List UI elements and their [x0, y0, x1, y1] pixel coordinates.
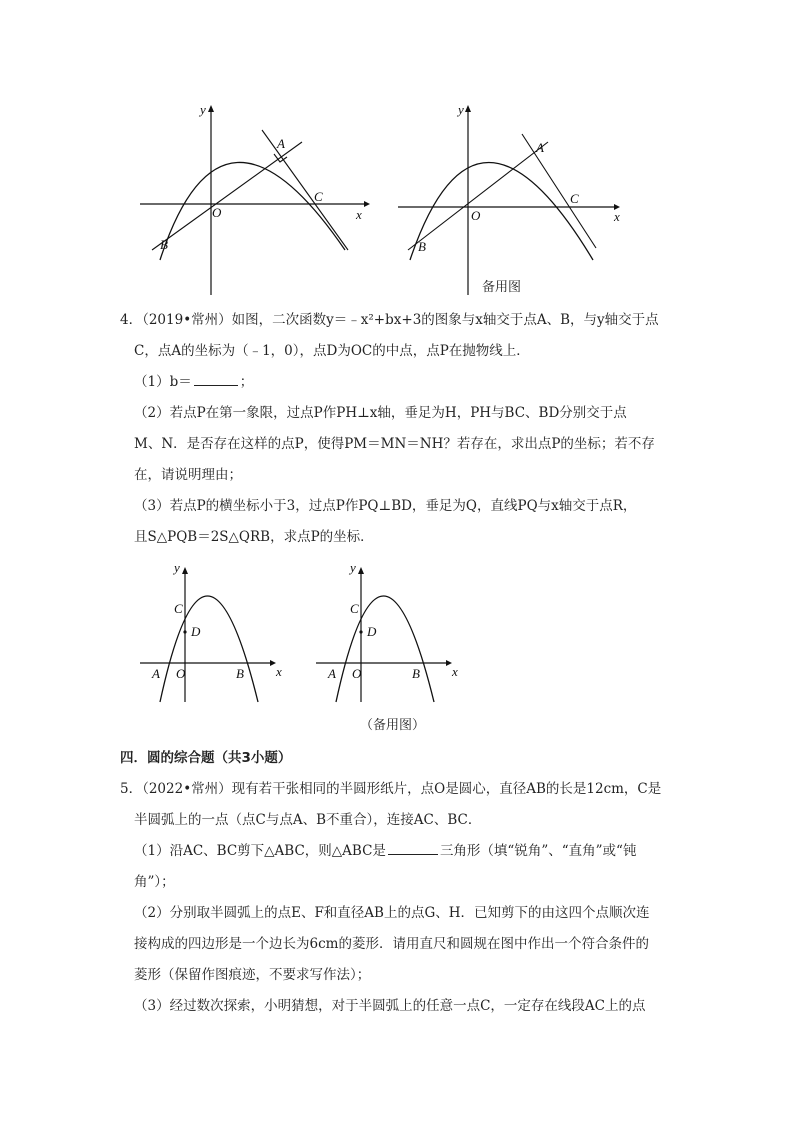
point-a-label: A — [152, 666, 160, 681]
section-heading: 四．圆的综合题（共3小题） — [120, 750, 292, 766]
problem-5-q3-line-1: （3）经过数次探索，小明猜想，对于半圆弧上的任意一点C，一定存在线段AC上的点 — [134, 998, 646, 1014]
problem-4-q2-line-2: M、N．是否存在这样的点P，使得PM＝MN＝NH？若存在，求出点P的坐标；若不存 — [134, 436, 655, 452]
answer-blank[interactable] — [194, 372, 238, 386]
problem-5-q2-line-1: （2）分别取半圆弧上的点E、F和直径AB上的点G、H．已知剪下的由这四个点顺次连 — [134, 905, 650, 921]
point-a-label: A — [328, 666, 336, 681]
parabola — [410, 163, 593, 261]
point-d-dot — [183, 630, 186, 633]
figure-1 — [140, 100, 380, 300]
y-label: y — [174, 560, 180, 575]
tangent-line — [262, 130, 348, 250]
q1-prefix: （1）b＝ — [134, 374, 192, 390]
problem-4-q3-line-2: 且S△PQB＝2S△QRB，求点P的坐标． — [134, 529, 374, 545]
figure-4-svg — [316, 560, 476, 705]
y-arrow-icon — [182, 567, 188, 574]
point-d-label: D — [367, 624, 377, 639]
problem-5-q2-line-2: 接构成的四边形是一个边长为6cm的菱形．请用直尺和圆规在图中作出一个符合条件的 — [134, 936, 649, 952]
problem-4-q1 — [134, 372, 694, 392]
problem-4-line-1: 4．（2019•常州）如图，二次函数y＝﹣x²+bx+3的图象与x轴交于点A、B，与y轴交于点 — [120, 312, 659, 328]
point-a-label: A — [277, 136, 285, 151]
tangent-line — [522, 134, 596, 248]
y-arrow-icon — [465, 105, 471, 112]
x-label: x — [452, 664, 458, 679]
point-d-dot — [359, 630, 362, 633]
figure-4-caption: （备用图） — [360, 718, 426, 733]
y-label: y — [350, 560, 356, 575]
figure-3-svg — [140, 560, 300, 705]
origin-label: O — [352, 666, 362, 681]
q1-suffix: ； — [239, 374, 254, 390]
figure-2-caption: 备用图 — [482, 280, 522, 295]
problem-5-q2-line-3: 菱形（保留作图痕迹，不要求写作法）； — [134, 967, 371, 983]
problem-4-line-2: C，点A的坐标为（﹣1，0），点D为OC的中点，点P在抛物线上． — [134, 343, 530, 359]
problem-5-line-2: 半圆弧上的一点（点C与点A、B不重合），连接AC、BC． — [134, 812, 482, 828]
q1-prefix: （1）沿AC、BC剪下△ABC，则△ABC是 — [134, 843, 386, 859]
point-c-label: C — [570, 191, 579, 206]
x-label: x — [276, 664, 282, 679]
y-arrow-icon — [208, 105, 214, 112]
point-d-label: D — [191, 624, 201, 639]
origin-label: O — [212, 205, 222, 220]
problem-5-q1-line-2: 角”）； — [134, 874, 175, 890]
problem-4-q2-line-1: （2）若点P在第一象限，过点P作PH⊥x轴，垂足为H，PH与BC、BD分别交于点 — [134, 405, 627, 421]
point-c-label: C — [174, 601, 183, 616]
y-label: y — [200, 102, 206, 117]
problem-5-line-1: 5．（2022•常州）现有若干张相同的半圆形纸片，点O是圆心，直径AB的长是12cm，C是 — [120, 781, 662, 797]
x-label: x — [614, 209, 620, 224]
y-label: y — [458, 102, 464, 117]
q1-suffix: 三角形（填“锐角”、“直角”或“钝 — [439, 843, 637, 859]
figure-3 — [140, 560, 300, 705]
line-ab — [152, 142, 302, 250]
point-b-label: B — [412, 666, 420, 681]
point-b-label: B — [160, 237, 168, 252]
y-arrow-icon — [358, 567, 364, 574]
x-label: x — [356, 207, 362, 222]
point-b-label: B — [418, 239, 426, 254]
origin-label: O — [471, 208, 481, 223]
point-c-label: C — [350, 601, 359, 616]
point-c-label: C — [314, 189, 323, 204]
figure-2 — [398, 100, 638, 300]
figure-4 — [316, 560, 476, 705]
origin-label: O — [176, 666, 186, 681]
figure-2-svg — [398, 100, 638, 300]
point-a-label: A — [536, 140, 544, 155]
problem-4-q2-line-3: 在，请说明理由； — [134, 467, 242, 483]
point-b-label: B — [236, 666, 244, 681]
x-arrow-icon — [364, 201, 370, 207]
line-ab — [408, 142, 548, 250]
problem-5-q1 — [134, 841, 694, 861]
figure-1-svg — [140, 100, 380, 300]
problem-4-q3-line-1: （3）若点P的横坐标小于3，过点P作PQ⊥BD，垂足为Q，直线PQ与x轴交于点R， — [134, 498, 637, 514]
answer-blank[interactable] — [388, 841, 438, 855]
